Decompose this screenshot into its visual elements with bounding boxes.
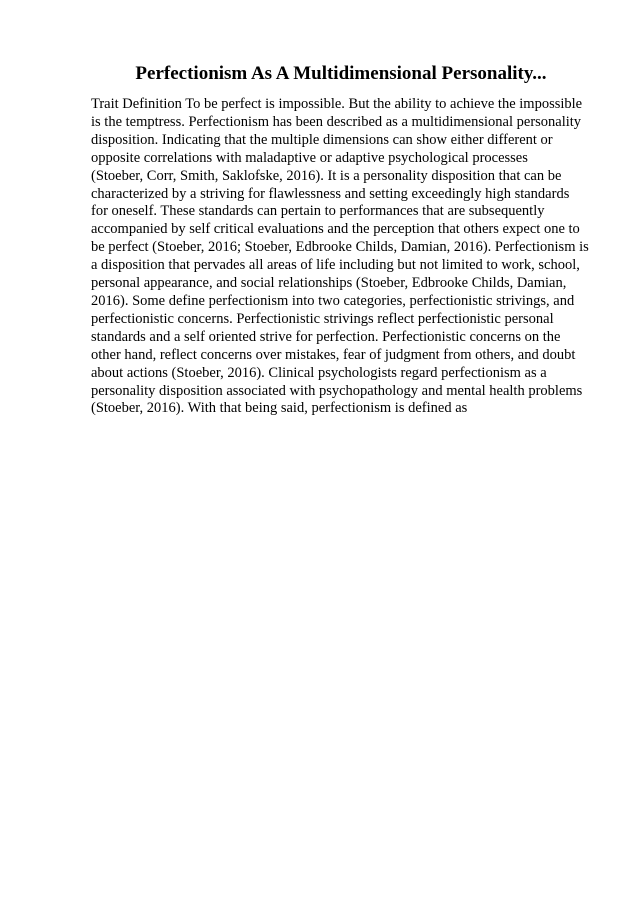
body-line: 2016). Some define perfectionism into two categories, perfectionistic strivings, and	[91, 292, 575, 309]
body-line: be perfect (Stoeber, 2016; Stoeber, Edbrooke Childs, Damian, 2016). Perfectionism is	[91, 239, 589, 256]
body-line: opposite correlations with maladaptive or adaptive psychological processes	[91, 149, 528, 166]
body-line: standards and a self oriented strive for perfection. Perfectionistic concerns on the	[91, 328, 561, 345]
body-line: personality disposition associated with psychopathology and mental health problems	[91, 382, 583, 399]
document-body	[91, 96, 611, 418]
body-line: a disposition that pervades all areas of life including but not limited to work, school,	[91, 257, 580, 274]
body-line: accompanied by self critical evaluations and the perception that others expect one to	[91, 221, 580, 238]
body-line: about actions (Stoeber, 2016). Clinical psychologists regard perfectionism as a	[91, 364, 547, 381]
body-line: characterized by a striving for flawlessness and setting exceedingly high standards	[91, 185, 570, 202]
body-line: personal appearance, and social relationships (Stoeber, Edbrooke Childs, Damian,	[91, 275, 567, 292]
document-title: Perfectionism As A Multidimensional Personality...	[135, 63, 547, 84]
body-line: (Stoeber, 2016). With that being said, perfectionism is defined as	[91, 400, 468, 417]
body-line: perfectionistic concerns. Perfectionistic strivings reflect perfectionistic personal	[91, 310, 554, 327]
body-line: (Stoeber, Corr, Smith, Saklofske, 2016). It is a personality disposition that can be	[91, 167, 562, 184]
body-line: for oneself. These standards can pertain to performances that are subsequently	[91, 203, 545, 220]
body-line: is the temptress. Perfectionism has been described as a multidimensional personality	[91, 113, 582, 130]
body-line: disposition. Indicating that the multiple dimensions can show either different or	[91, 131, 553, 148]
body-line: Trait Definition To be perfect is impossible. But the ability to achieve the impossible	[91, 96, 583, 112]
body-line: other hand, reflect concerns over mistakes, fear of judgment from others, and doubt	[91, 346, 576, 363]
